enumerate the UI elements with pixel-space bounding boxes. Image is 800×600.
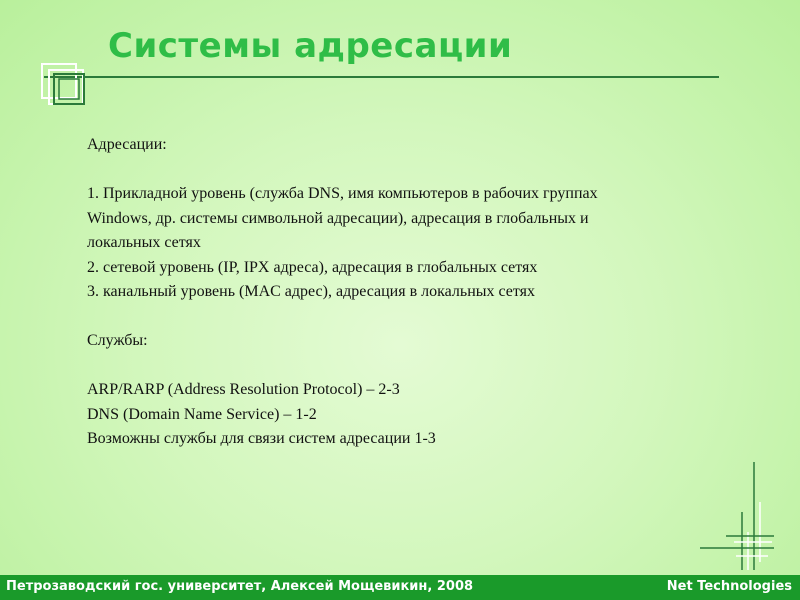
body-line: DNS (Domain Name Service) – 1-2 <box>87 405 317 423</box>
body-line: Службы: <box>87 332 148 349</box>
title-underline <box>44 76 719 78</box>
nested-squares-icon <box>40 62 90 108</box>
body-line: 2. сетевой уровень (IP, IPX адреса), адресация в глобальных сетях <box>87 258 538 276</box>
body-line: 1. Прикладной уровень (служба DNS, имя компьютеров в рабочих группах <box>87 185 598 202</box>
slide-title: Системы адресации <box>108 26 513 66</box>
body-line <box>87 158 747 183</box>
body-line: 3. канальный уровень (MAC адрес), адресация в локальных сетях <box>87 283 536 300</box>
footer-author: Петрозаводский гос. университет, Алексей Мощевикин, 2008 <box>6 579 474 594</box>
crossed-lines-icon <box>696 462 776 572</box>
body-line <box>87 354 747 379</box>
body-line: ARP/RARP (Address Resolution Protocol) – 2-3 <box>87 381 400 398</box>
body-line: Адресации: <box>87 136 167 153</box>
body-line <box>87 305 747 330</box>
footer-course: Net Technologies <box>666 579 792 594</box>
footer-bar <box>0 575 800 600</box>
body-line: локальных сетях <box>87 234 201 251</box>
body-line: Возможны службы для связи систем адресации 1-3 <box>87 430 436 447</box>
body-line: Windows, др. системы символьной адресации), адресация в глобальных и <box>87 209 589 227</box>
slide-body <box>87 133 747 452</box>
